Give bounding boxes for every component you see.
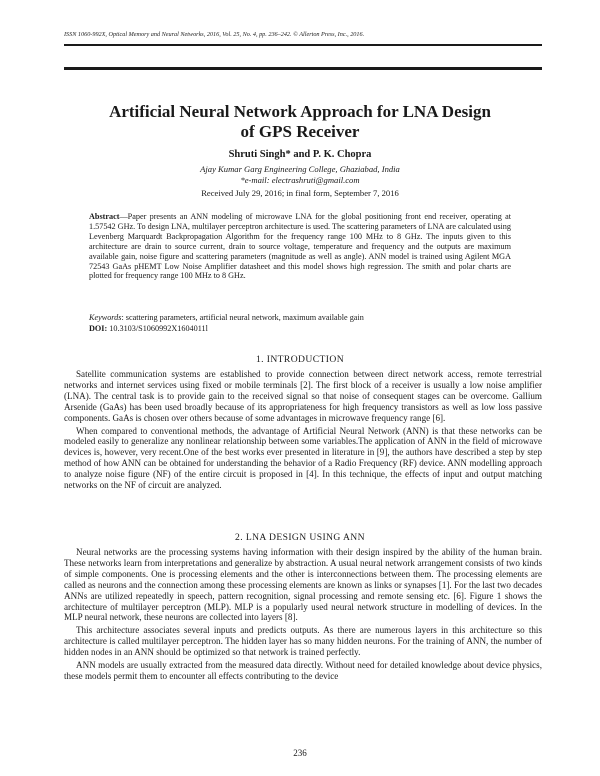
paragraph: Neural networks are the processing systems having information with their design inspired by the ability of the human brain. These networks learn from interpretations and generalize by abstraction. A usual neural network arrangement consists of two kinds of simple components. One is processing elements and the other is interconnections between them. The processing elements are called as neurons and the connection among these processing elements are known as links or synapses [1]. For the last two decades ANNs are utilized repeatedly in speech, pattern recognition, signal processing and remote sensing etc. [6]. Figure 1 shows the architecture of multilayer perceptron (MLP). MLP is a popularly used neural network structure in modelling of devices. In the MLP neural network, these neurons are collected into layers [8]. [64, 547, 542, 623]
keywords-text: : scattering parameters, artificial neural network, maximum available gain [121, 313, 364, 322]
paragraph: Satellite communication systems are established to provide connection between direct network access, remote terrestrial networks and internet services using fixed or mobile terminals [2]. The first block of a receiver is usually a low noise amplifier (LNA). The central task is to provide gain to the received signal so that noise of consequent stages can be overcome. Gallium Arsenide (GaAs) has been used broadly because of its appropriateness for high frequency transistors as well as low loss passive components. GaAs is chosen over others because of some advantages in microwave frequency range [6]. [64, 369, 542, 423]
paragraph: When compared to conventional methods, the advantage of Artificial Neural Network (ANN) is that these networks can be modeled easily to generalize any nonlinear relationship between some variables.The application of ANN in the field of microwave devices is, however, very recent.One of the best works ever presented in literature in [9], the authors have described a step by step method of how ANN can be obtained for understanding the behavior of a Radio Frequency (RF) device. ANN modelling approach to analyze noise figure (NF) of the entire circuit is proposed in [4]. In this technique, the effects of input and output matching networks on the NF of circuit are analyzed. [64, 425, 542, 491]
received-dates: Received July 29, 2016; in final form, September 7, 2016 [201, 188, 399, 198]
doi-label: DOI: [89, 324, 108, 333]
article-title [60, 102, 540, 142]
section-heading-lna-design: 2. LNA DESIGN USING ANN [235, 532, 365, 543]
author-email: *e-mail: electrashruti@gmail.com [240, 175, 360, 185]
section-body-introduction [64, 369, 542, 493]
title-line-1: Artificial Neural Network Approach for LNA Design [109, 102, 491, 121]
header-rule-thick [64, 67, 542, 70]
affiliation-block [60, 164, 540, 186]
header-rule-thin [64, 44, 542, 46]
page-number: 236 [293, 748, 307, 758]
keywords-block [89, 312, 511, 334]
section-heading-introduction: 1. INTRODUCTION [255, 354, 345, 365]
abstract-text: —Paper presents an ANN modeling of microwave LNA for the global positioning front end receiver, operating at 1.57542 GHz. To design LNA, multilayer perceptron architecture is used. The scattering parameters of LNA are calculated using Levenberg Marquardt Backpropagation Algorithm for the frequency range 100 MHz to 8 GHz. The inputs given to this architecture are drain to source current, drain to source voltage, temperature and frequency and the outputs are maximum available gain, noise figure and scattering parameters (magnitude as well as angle). ANN model is trained using Agilent MGA 72543 GaAs pHEMT Low Noise Amplifier datasheet and this model shows high regression. The smith and polar charts are plotted for frequency range 100 MHz to 8 GHz. [89, 212, 511, 281]
authors: Shruti Singh* and P. K. Chopra [228, 149, 372, 160]
journal-citation: ISSN 1060-992X, Optical Memory and Neural Networks, 2016, Vol. 25, No. 4, pp. 236–242. © Allerton Press, Inc., 2016. [64, 31, 365, 38]
title-line-2: of GPS Receiver [240, 122, 360, 141]
abstract [89, 212, 511, 281]
affiliation: Ajay Kumar Garg Engineering College, Ghaziabad, India [200, 164, 400, 174]
abstract-label: Abstract [89, 212, 120, 221]
paragraph: ANN models are usually extracted from the measured data directly. Without need for detailed knowledge about device physics, these models permit them to encounter all effects contributing to the device [64, 660, 542, 681]
doi-value: 10.3103/S1060992X1604011l [107, 324, 208, 333]
paragraph: This architecture associates several inputs and predicts outputs. As there are numerous layers in this architecture so this architecture is called multilayer perceptron. The hidden layer has so many hidden neurons. For the training of ANN, the number of hidden nodes in an ANN should be optimized so that network is trained perfectly. [64, 625, 542, 658]
doi-line [89, 323, 511, 334]
section-body-lna-design [64, 547, 542, 684]
keywords-line [89, 312, 511, 323]
keywords-label: Keywords [89, 313, 122, 322]
